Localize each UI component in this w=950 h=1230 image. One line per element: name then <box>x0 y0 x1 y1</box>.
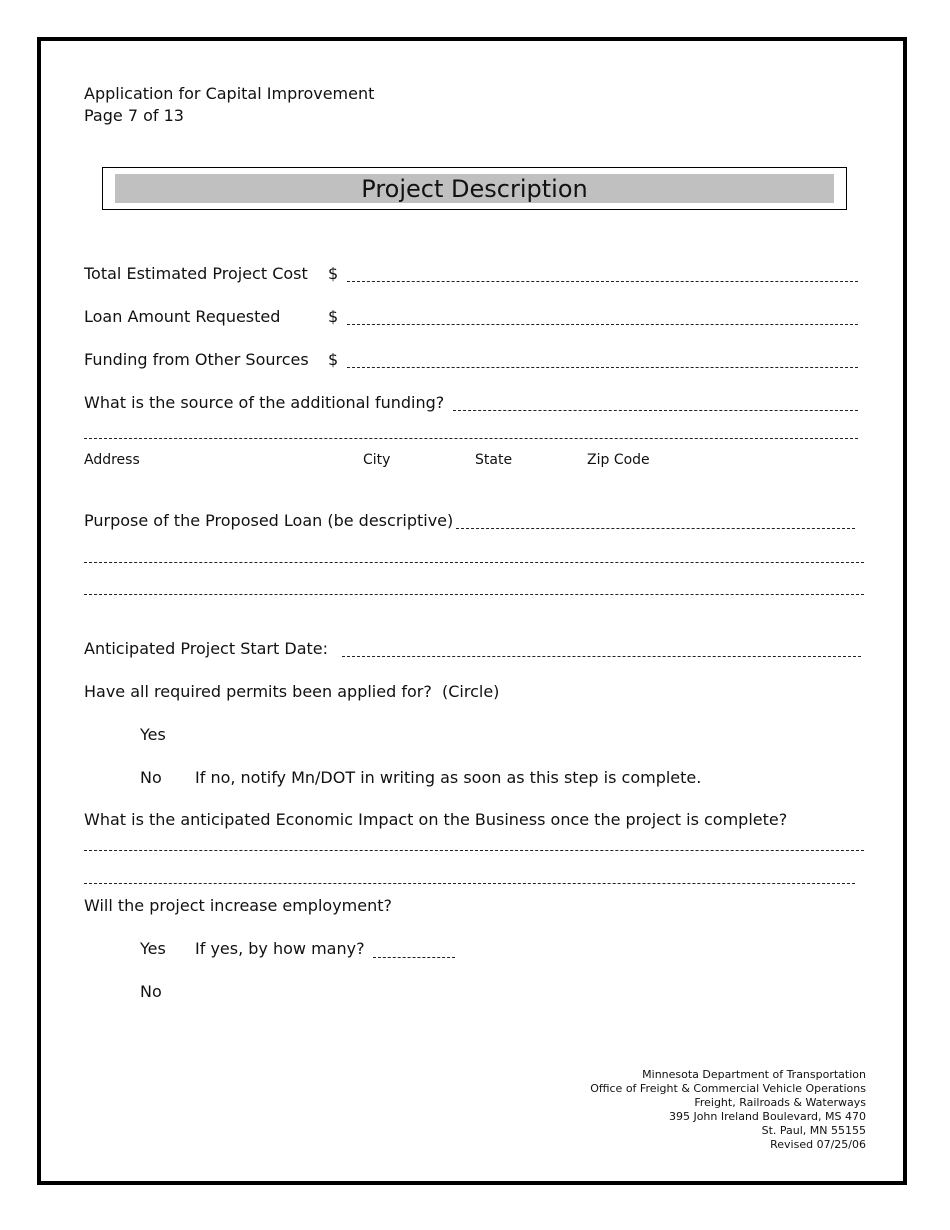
permits-question: Have all required permits been applied for? (Circle) <box>84 682 500 701</box>
section-title: Project Description <box>115 174 834 203</box>
impact-input-line-1[interactable] <box>84 850 864 851</box>
other-sources-input[interactable] <box>347 367 858 368</box>
page-number: Page 7 of 13 <box>84 106 184 125</box>
total-cost-label: Total Estimated Project Cost <box>84 264 308 283</box>
address-label: Address <box>84 452 140 468</box>
dollar-sign: $ <box>328 350 339 369</box>
footer-line: St. Paul, MN 55155 <box>761 1124 866 1137</box>
impact-input-line-2[interactable] <box>84 883 855 884</box>
dollar-sign: $ <box>328 264 339 283</box>
section-title-box <box>102 167 847 210</box>
employment-no-option[interactable]: No <box>140 982 162 1001</box>
employment-yes-option[interactable]: Yes <box>140 939 166 958</box>
zip-label: Zip Code <box>587 452 650 468</box>
other-sources-label: Funding from Other Sources <box>84 350 309 369</box>
footer-line: 395 John Ireland Boulevard, MS 470 <box>668 1110 866 1123</box>
footer-revised-date: Revised 07/25/06 <box>770 1138 866 1151</box>
footer-line: Freight, Railroads & Waterways <box>694 1096 866 1109</box>
purpose-input-line-2[interactable] <box>84 562 864 563</box>
footer-line: Minnesota Department of Transportation <box>642 1068 866 1081</box>
footer-line: Office of Freight & Commercial Vehicle Operations <box>590 1082 866 1095</box>
dollar-sign: $ <box>328 307 339 326</box>
employment-count-input[interactable] <box>373 957 455 958</box>
start-date-input[interactable] <box>342 656 861 657</box>
total-cost-input[interactable] <box>347 281 858 282</box>
purpose-label: Purpose of the Proposed Loan (be descriptive) <box>84 511 454 530</box>
state-label: State <box>475 452 513 468</box>
start-date-label: Anticipated Project Start Date: <box>84 639 328 658</box>
permits-yes-option[interactable]: Yes <box>140 725 166 744</box>
footer-address-block <box>590 1068 866 1152</box>
source-question: What is the source of the additional funding? <box>84 393 445 412</box>
purpose-input-line-3[interactable] <box>84 594 864 595</box>
application-title: Application for Capital Improvement <box>84 84 375 103</box>
impact-question: What is the anticipated Economic Impact on the Business once the project is complete? <box>84 810 788 829</box>
city-label: City <box>363 452 391 468</box>
permits-no-option[interactable]: No <box>140 768 162 787</box>
address-input[interactable] <box>84 438 858 439</box>
purpose-input-line-1[interactable] <box>456 528 855 529</box>
source-input[interactable] <box>453 410 858 411</box>
loan-amount-input[interactable] <box>347 324 858 325</box>
employment-question: Will the project increase employment? <box>84 896 392 915</box>
permits-no-note: If no, notify Mn/DOT in writing as soon as this step is complete. <box>195 768 702 787</box>
loan-amount-label: Loan Amount Requested <box>84 307 281 326</box>
employment-yes-note: If yes, by how many? <box>195 939 365 958</box>
